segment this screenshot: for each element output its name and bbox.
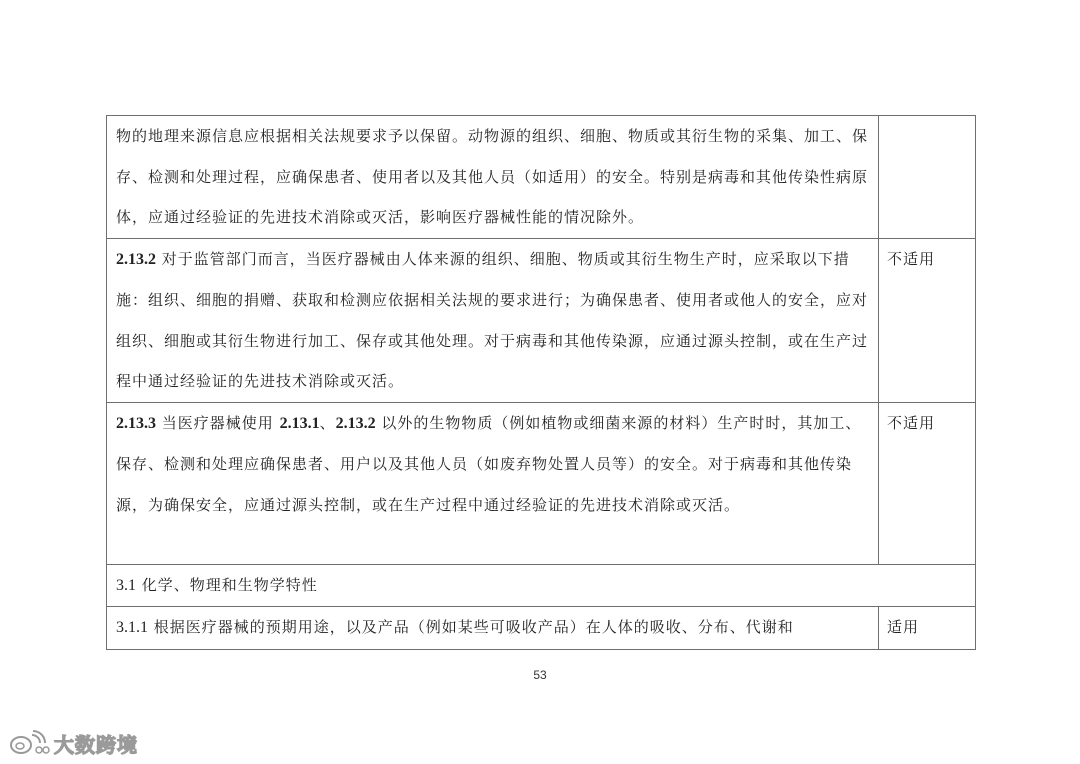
applicability-value: 不适用 xyxy=(887,249,936,268)
table-row xyxy=(107,238,976,402)
weibo-logo-icon xyxy=(8,729,50,757)
page-number: 53 xyxy=(533,668,547,682)
table-row xyxy=(107,402,976,564)
applicability-cell xyxy=(879,238,976,402)
section-heading-cell xyxy=(107,564,976,607)
requirement-text: 根据医疗器械的预期用途，以及产品（例如某些可吸收产品）在人体的吸收、分布、代谢和 xyxy=(153,618,794,636)
watermark xyxy=(8,728,138,758)
requirement-text-cell xyxy=(107,607,879,650)
requirement-text: 物的地理来源信息应根据相关法规要求予以保留。动物源的组织、细胞、物质或其衍生物的采集、加工、保存、检测和处理过程，应确保患者、使用者以及其他人员（如适用）的安全。特别是病毒和其他传染性病原体，应通过经验证的先进技术消除或灭活，影响医疗器械性能的情况除外。 xyxy=(116,127,869,226)
clause-reference: 2.13.2 xyxy=(335,414,376,432)
applicability-cell xyxy=(879,402,976,564)
table-row xyxy=(107,116,976,239)
applicability-value: 适用 xyxy=(887,618,920,636)
watermark-text: 大数跨境 xyxy=(54,732,138,757)
clause-number: 3.1.1 xyxy=(116,619,148,636)
requirement-text: 当医疗器械使用 xyxy=(161,413,274,432)
applicability-value: 不适用 xyxy=(887,413,936,432)
section-title: 化学、物理和生物学特性 xyxy=(141,575,318,594)
clause-number: 2.13.2 xyxy=(116,250,156,268)
requirement-text-cell xyxy=(107,238,879,402)
requirements-table xyxy=(106,115,976,650)
requirement-text: 以外的生物物质（例如植物或细菌来源的材料）生产时时，其加工、保存、检测和处理应确保患者、用户以及其他人员（如废弃物处置人员等）的安全。对于病毒和其他传染源，为确保安全，应通过源头控制，或在生产过程中通过经验证的先进技术消除或灭活。 xyxy=(116,413,862,514)
requirement-text: 、 xyxy=(319,413,336,432)
requirement-text-cell xyxy=(107,402,879,564)
section-number: 3.1 xyxy=(116,576,136,594)
applicability-cell xyxy=(879,116,976,239)
applicability-cell xyxy=(879,607,976,650)
clause-reference: 2.13.1 xyxy=(279,414,320,432)
requirement-text-cell xyxy=(107,116,879,239)
section-heading-row xyxy=(107,564,976,607)
requirement-text: 对于监管部门而言，当医疗器械由人体来源的组织、细胞、物质或其衍生物生产时，应采取以下措施：组织、细胞的捐赠、获取和检测应依据相关法规的要求进行；为确保患者、使用者或他人的安全，应对组织、细胞或其衍生物进行加工、保存或其他处理。对于病毒和其他传染源，应通过源头控制，或在生产过程中通过经验证的先进技术消除或灭活。 xyxy=(116,249,869,390)
clause-number: 2.13.3 xyxy=(116,414,156,432)
table-row xyxy=(107,607,976,650)
